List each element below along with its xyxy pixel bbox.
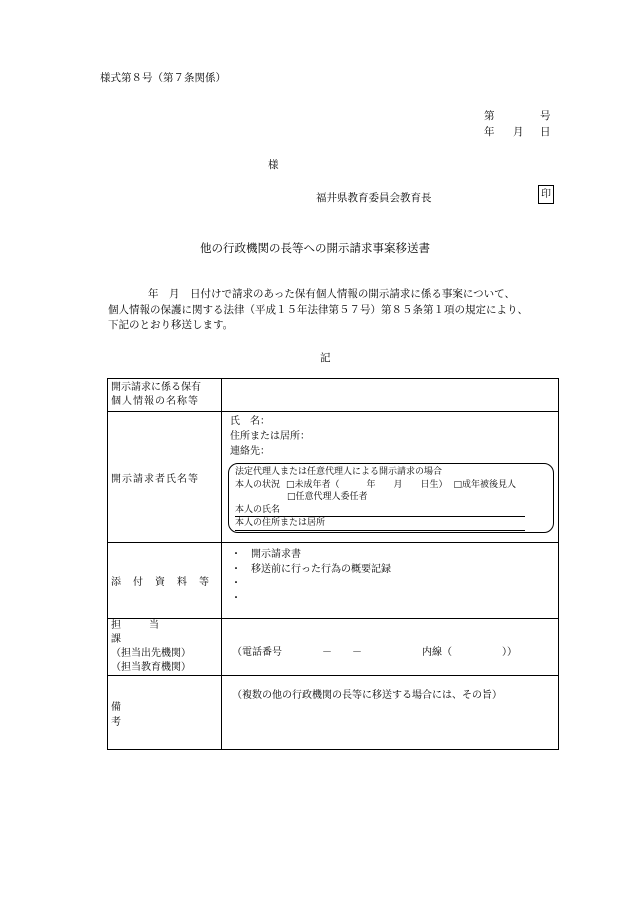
transfer-table (107, 378, 559, 750)
agent-bracket (228, 463, 554, 533)
row1-value[interactable] (222, 379, 559, 412)
row4-label-line2: （担当出先機関） (111, 648, 191, 659)
body-line-2: 個人情報の保護に関する法律（平成１５年法律第５７号）第８５条第１項の規定により、 (108, 303, 528, 316)
requester-name: 氏 名： (230, 416, 270, 427)
addressee: 様 (268, 159, 279, 171)
sender: 福井県教育委員会教育長 (316, 192, 432, 204)
agent-person-address: 本人の住所または居所 (235, 517, 525, 531)
date-year: 年 (484, 126, 495, 138)
table-row (108, 543, 559, 619)
form-number: 様式第８号（第７条関係） (100, 72, 226, 84)
row4-label (108, 619, 222, 676)
date-day: 日 (540, 126, 551, 138)
table-row (108, 619, 559, 676)
attachment-item-1: ・ 開示請求書 (231, 549, 301, 560)
attachment-item-4: ・ (231, 592, 241, 604)
row2-label-text: 開示請求者氏名等 (111, 473, 199, 485)
attachment-item-2: ・ 移送前に行った行為の概要記録 (231, 563, 391, 575)
document-number-dai: 第 (484, 110, 495, 122)
table-row (108, 412, 559, 543)
row4-value[interactable] (222, 619, 559, 676)
row1-label-line1: 開示請求に係る保有 (111, 382, 201, 393)
requester-contact: 連絡先： (230, 446, 270, 457)
phone-extension: （電話番号 － － 内線（ ）） (232, 646, 517, 658)
row5-label (108, 676, 222, 750)
table-row (108, 676, 559, 750)
agent-status-label: 本人の状況 (235, 479, 281, 490)
row5-value[interactable] (222, 676, 559, 750)
attachment-item-3: ・ (231, 578, 241, 589)
agent-heading: 法定代理人または任意代理人による開示請求の場合 (235, 467, 443, 477)
requester-address: 住所または居所： (230, 431, 310, 442)
body-line-3: 下記のとおり移送します。 (108, 319, 234, 331)
agent-voluntary-checkbox[interactable]: □任意代理人委任者 (287, 492, 368, 502)
document-title: 他の行政機関の長等への開示請求事案移送書 (200, 241, 430, 255)
date-month: 月 (513, 126, 524, 138)
row1-label (108, 379, 222, 412)
row3-label (108, 543, 222, 619)
row2-value[interactable] (222, 412, 559, 543)
ki-heading: 記 (320, 352, 331, 364)
seal-box: 印 (538, 185, 554, 204)
agent-minor-checkbox[interactable]: □未成年者（ 年 月 日生） (286, 479, 448, 490)
row5-label-text: 備考 (111, 701, 187, 728)
row3-label-text: 添付資料等 (111, 577, 221, 588)
row1-label-line2: 個人情報の名称等 (111, 396, 199, 407)
remarks-note: （複数の他の行政機関の長等に移送する場合には、その旨） (232, 690, 502, 701)
row3-value[interactable] (222, 543, 559, 619)
table-row (108, 379, 559, 412)
row4-label-line1: 担当課 (111, 620, 187, 645)
agent-person-name: 本人の氏名 (235, 504, 525, 518)
document-number-gou: 号 (540, 110, 551, 122)
row4-label-line3: （担当教育機関） (111, 662, 191, 673)
row2-label (108, 412, 222, 543)
body-text (108, 287, 558, 334)
agent-guardian-checkbox[interactable]: □成年被後見人 (453, 479, 517, 490)
body-line-1: 年 月 日付けで請求のあった保有個人情報の開示請求に係る事案について、 (148, 288, 515, 300)
